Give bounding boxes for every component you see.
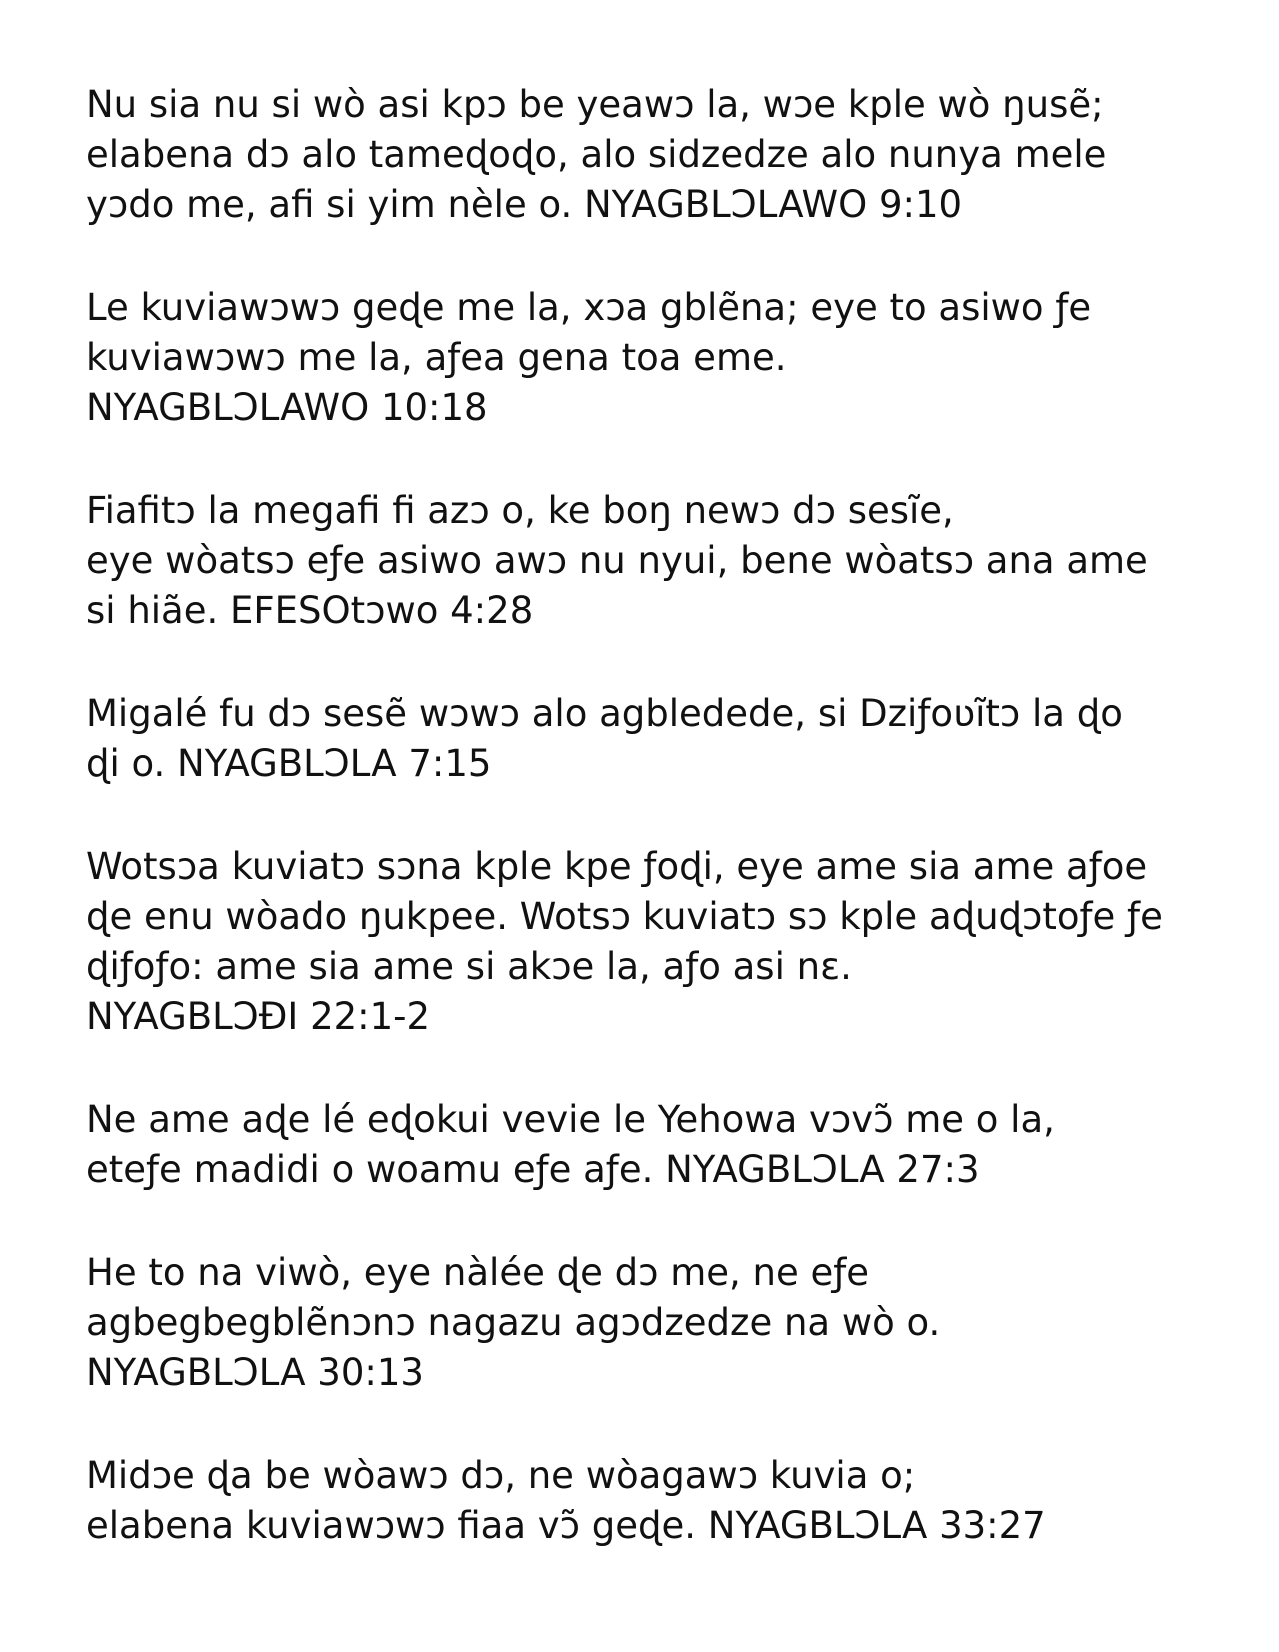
verse-paragraph [86,486,1236,636]
verse-line: Midɔe ɖa be wòawɔ dɔ, ne wòagawɔ kuvia o; [86,1454,916,1497]
verse-line: Le kuviawɔwɔ geɖe me la, xɔa gblẽna; eye to asiwo ƒe [86,286,1092,329]
verse-line: ɖiƒoƒo: ame sia ame si akɔe la, aƒo asi nɛ. [86,945,852,988]
verse-line: Wotsɔa kuviatɔ sɔna kple kpe ƒoɖi, eye ame sia ame aƒoe [86,845,1148,888]
verse-paragraph [86,1095,1236,1195]
verse-line: eteƒe madidi o woamu eƒe aƒe. NYAGBLƆLA 27:3 [86,1148,980,1191]
verse-line: eye wòatsɔ eƒe asiwo awɔ nu nyui, bene wòatsɔ ana ame [86,539,1148,582]
verse-line: NYAGBLƆLAWO 10:18 [86,386,488,429]
verse-paragraph [86,80,1236,230]
document-page [86,80,1236,1604]
verse-line: ɖe enu wòado ŋukpee. Wotsɔ kuviatɔ sɔ kple aɖuɖɔtoƒe ƒe [86,895,1163,938]
verse-line: Fiafitɔ la megafi fi azɔ o, ke boŋ newɔ dɔ sesĩe, [86,489,954,532]
verse-line: agbegbegblẽnɔnɔ nagazu agɔdzedze na wò o. [86,1301,941,1344]
verse-line: yɔdo me, afi si yim nèle o. NYAGBLƆLAWO 9:10 [86,183,963,226]
verse-line: elabena dɔ alo tameɖoɖo, alo sidzedze alo nunya mele [86,133,1107,176]
verse-line: NYAGBLƆLA 30:13 [86,1351,424,1394]
verse-line: si hiãe. EFESOtɔwo 4:28 [86,589,534,632]
verse-line: ɖi o. NYAGBLƆLA 7:15 [86,742,492,785]
verse-line: He to na viwò, eye nàlée ɖe dɔ me, ne eƒe [86,1251,870,1294]
verse-line: Nu sia nu si wò asi kpɔ be yeawɔ la, wɔe kple wò ŋusẽ; [86,83,1104,126]
verse-paragraph [86,842,1236,1042]
verse-paragraph [86,1248,1236,1398]
verse-line: NYAGBLƆĐI 22:1-2 [86,995,431,1038]
verse-paragraph [86,283,1236,433]
verse-line: elabena kuviawɔwɔ fiaa vɔ̃ geɖe. NYAGBLƆLA 33:27 [86,1504,1046,1547]
verse-line: Migalé fu dɔ sesẽ wɔwɔ alo agbledede, si Dziƒoʋĩtɔ la ɖo [86,692,1123,735]
verse-paragraph [86,689,1236,789]
verse-paragraph [86,1451,1236,1551]
verse-line: kuviawɔwɔ me la, aƒea gena toa eme. [86,336,787,379]
verse-line: Ne ame aɖe lé eɖokui vevie le Yehowa vɔvɔ̃ me o la, [86,1098,1055,1141]
